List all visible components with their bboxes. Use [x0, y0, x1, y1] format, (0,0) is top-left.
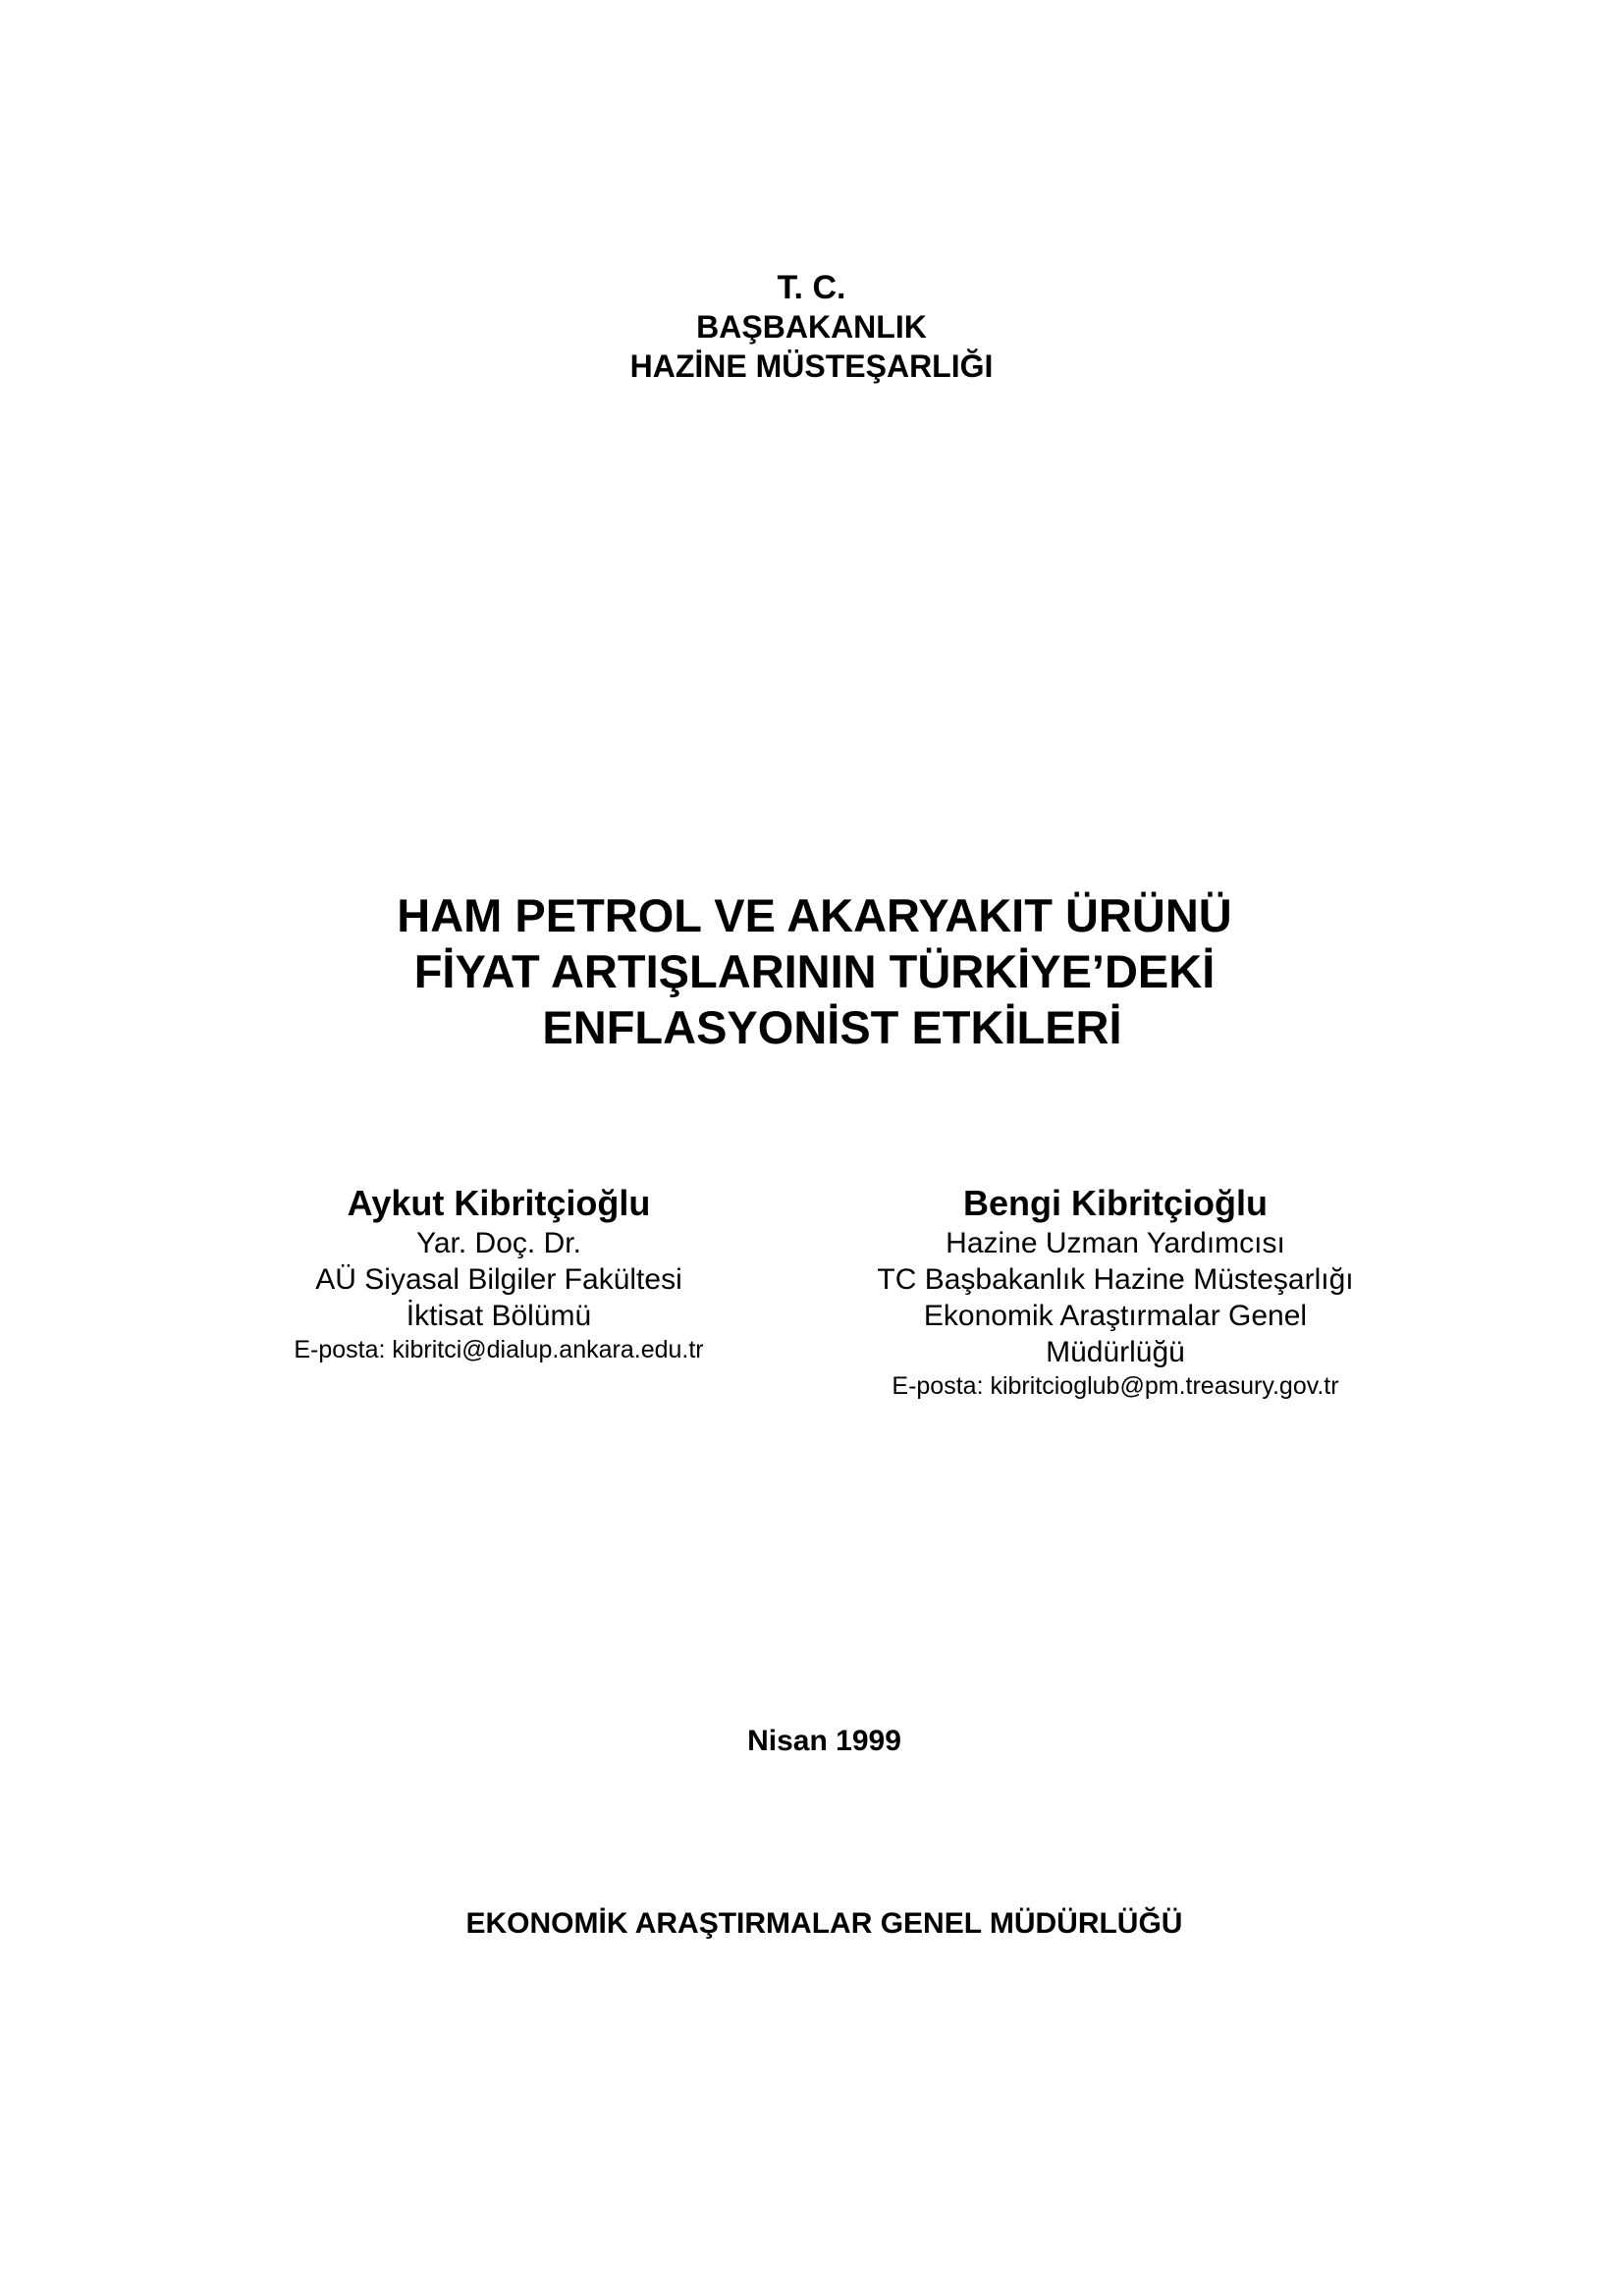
- author-institution: TC Başbakanlık Hazine Müsteşarlığı: [877, 1263, 1354, 1296]
- publication-date: [0, 1724, 1623, 1759]
- author-email: E-posta: kibritcioglub@pm.treasury.gov.tr: [892, 1372, 1339, 1400]
- publication-date-text: Nisan 1999: [747, 1725, 901, 1757]
- author-department: Ekonomik Araştırmalar Genel Müdürlüğü: [923, 1300, 1308, 1368]
- institution-header: [0, 268, 1623, 386]
- publishing-department-text: EKONOMİK ARAŞTIRMALAR GENEL MÜDÜRLÜĞÜ: [465, 1907, 1183, 1940]
- title-line-3: ENFLASYONİST ETKİLERİ: [542, 1001, 1122, 1053]
- author-name: Bengi Kibritçioğlu: [963, 1183, 1268, 1223]
- author-block-aykut: [243, 1182, 754, 1365]
- header-line-hazine: HAZİNE MÜSTEŞARLIĞI: [629, 348, 994, 384]
- author-title: Hazine Uzman Yardımcısı: [946, 1227, 1285, 1259]
- author-block-bengi: [860, 1182, 1371, 1402]
- author-title: Yar. Doç. Dr.: [416, 1227, 581, 1259]
- header-line-tc: T. C.: [777, 269, 846, 306]
- author-department: İktisat Bölümü: [406, 1300, 592, 1332]
- header-line-basbakanlik: BAŞBAKANLIK: [696, 309, 927, 345]
- title-line-2: FİYAT ARTIŞLARININ TÜRKİYE’DEKİ: [413, 945, 1216, 997]
- author-email: E-posta: kibritci@dialup.ankara.edu.tr: [294, 1336, 704, 1363]
- publishing-department: [0, 1906, 1623, 1942]
- author-faculty: AÜ Siyasal Bilgiler Fakültesi: [315, 1263, 682, 1296]
- title-line-1: HAM PETROL VE AKARYAKIT ÜRÜNÜ: [397, 889, 1232, 941]
- document-title: [0, 887, 1623, 1055]
- author-name: Aykut Kibritçioğlu: [347, 1183, 651, 1223]
